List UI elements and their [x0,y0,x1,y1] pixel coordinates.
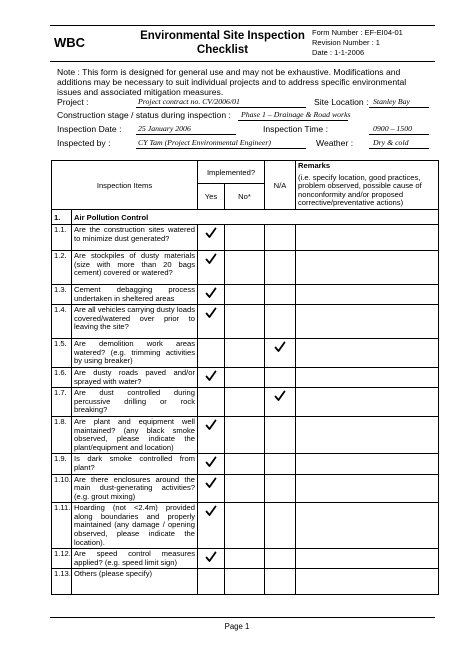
cell-remarks[interactable] [296,367,439,387]
item-number: 1.3. [52,285,72,305]
cell-na[interactable] [265,251,296,285]
table-row [52,549,439,569]
inspection-time-value[interactable]: 0900 – 1500 [373,124,412,133]
form-date: Date : 1-1-2006 [312,48,365,57]
page-number: Page 1 [224,622,250,631]
cell-na[interactable] [265,569,296,595]
cell-yes[interactable] [198,503,225,549]
site-location-value[interactable]: Stanley Bay [373,97,411,106]
checkmark-icon [205,375,217,384]
cell-na[interactable] [265,367,296,387]
item-number: 1.8. [52,416,72,453]
cell-remarks[interactable] [296,503,439,549]
cell-remarks[interactable] [296,474,439,503]
cell-yes[interactable] [198,225,225,251]
checkmark-icon [205,232,217,241]
table-row [52,474,439,503]
item-text: Are there enclosures around the main dust-generating activities? (e.g. grout mixing) [72,474,198,503]
table-row [52,285,439,305]
inspected-by-underline [136,148,306,149]
cell-yes[interactable] [198,339,225,368]
usage-note: Note : This form is designed for general use and may not be exhaustive. Modifications and additions may be necessary to suit individual projects and to address specific environmental issues and associated mitigation measures. [57,67,407,97]
checkmark-icon [205,424,217,433]
form-header [50,25,435,62]
cell-no[interactable] [225,251,265,285]
table-row [52,305,439,339]
item-text: Are the construction sites watered to minimize dust generated? [72,225,198,251]
cell-no[interactable] [225,388,265,417]
item-text: Are plant and equipment well maintained? (any black smoke observed, please indicate the plant/equipment and location) [72,416,198,453]
inspection-date-underline [136,134,236,135]
table-row [52,251,439,285]
col-implemented: Implemented? [198,161,265,184]
cell-no[interactable] [225,367,265,387]
col-yes: Yes [198,184,225,210]
cell-no[interactable] [225,225,265,251]
item-text: Hoarding (not <2.4m) provided along boundaries and properly maintained (any damage / opening observed, please indicate the location). [72,503,198,549]
cell-remarks[interactable] [296,225,439,251]
inspected-by-value[interactable]: CY Tam (Project Environmental Engineer) [138,138,271,147]
checkmark-icon [205,461,217,470]
table-row [52,339,439,368]
cell-yes[interactable] [198,251,225,285]
item-number: 1.6. [52,367,72,387]
table-row [52,225,439,251]
item-text: Is dark smoke controlled from plant? [72,454,198,474]
table-row [52,454,439,474]
cell-no[interactable] [225,503,265,549]
cell-remarks[interactable] [296,305,439,339]
item-number: 1.12. [52,549,72,569]
cell-remarks[interactable] [296,569,439,595]
cell-remarks[interactable] [296,388,439,417]
item-number: 1.11. [52,503,72,549]
cell-yes[interactable] [198,549,225,569]
form-number: Form Number : EF-EI04-01 [312,28,403,37]
cell-na[interactable] [265,416,296,453]
section-title: Air Pollution Control [72,210,439,225]
section-number: 1. [52,210,72,225]
cell-yes[interactable] [198,388,225,417]
checkmark-icon [205,482,217,491]
form-title [130,29,315,57]
site-location-underline [369,107,429,108]
table-row [52,503,439,549]
item-text: Are all vehicles carrying dusty loads covered/watered over prior to leaving the site? [72,305,198,339]
inspection-time-underline [369,134,429,135]
item-number: 1.13. [52,569,72,595]
remarks-note: (i.e. specify location, good practices, problem observed, possible cause of nonconformity and/or proposed corrective/preventative actions) [298,172,422,208]
revision-number: Revision Number : 1 [312,38,380,47]
cell-na[interactable] [265,549,296,569]
inspection-date-label: Inspection Date : [57,124,122,134]
checkmark-icon [205,510,217,519]
org-name: WBC [54,35,86,50]
cell-na[interactable] [265,285,296,305]
item-text: Others (please specify) [72,569,198,595]
cell-yes[interactable] [198,285,225,305]
item-text: Are stockpiles of dusty materials (size with more than 20 bags cement) covered or watered? [72,251,198,285]
table-row [52,388,439,417]
cell-yes[interactable] [198,454,225,474]
cell-remarks[interactable] [296,339,439,368]
item-text: Are speed control measures applied? (e.g. speed limit sign) [72,549,198,569]
item-number: 1.5. [52,339,72,368]
checkmark-icon [274,395,286,404]
title-line-2: Checklist [196,44,249,56]
table-row [52,367,439,387]
cell-na[interactable] [265,305,296,339]
cell-remarks[interactable] [296,416,439,453]
inspected-by-label: Inspected by : [57,138,111,148]
table-row [52,569,439,595]
weather-label: Weather : [316,138,354,148]
site-location-label: Site Location : [314,97,369,107]
project-label: Project : [57,97,89,107]
cell-yes[interactable] [198,367,225,387]
stage-underline [238,120,348,121]
cell-no[interactable] [225,454,265,474]
col-remarks [296,161,439,210]
item-number: 1.9. [52,454,72,474]
cell-remarks[interactable] [296,454,439,474]
checkmark-icon [205,556,217,565]
cell-yes[interactable] [198,416,225,453]
cell-yes[interactable] [198,305,225,339]
title-line-1: Environmental Site Inspection [140,30,305,42]
item-number: 1.2. [52,251,72,285]
project-value[interactable]: Project contract no. CV/2006/01 [138,97,240,106]
cell-yes[interactable] [198,474,225,503]
table-row [52,416,439,453]
checkmark-icon [205,258,217,267]
cell-yes[interactable] [198,569,225,595]
cell-no[interactable] [225,305,265,339]
cell-remarks[interactable] [296,285,439,305]
remarks-title: Remarks [298,161,331,170]
cell-no[interactable] [225,339,265,368]
col-na: N/A [265,161,296,210]
inspection-date-value[interactable]: 25 January 2006 [138,124,191,133]
item-text: Are dust controlled during percussive drilling or rock breaking? [72,388,198,417]
form-metadata [312,28,403,58]
cell-na[interactable] [265,454,296,474]
cell-na[interactable] [265,474,296,503]
cell-remarks[interactable] [296,549,439,569]
cell-no[interactable] [225,569,265,595]
checkmark-icon [274,346,286,355]
stage-label: Construction stage / status during inspection : [57,110,231,120]
cell-no[interactable] [225,416,265,453]
inspection-time-label: Inspection Time : [263,124,328,134]
cell-no[interactable] [225,285,265,305]
cell-remarks[interactable] [296,251,439,285]
checkmark-icon [205,312,217,321]
weather-value[interactable]: Dry & cold [373,138,409,147]
item-number: 1.7. [52,388,72,417]
item-number: 1.10. [52,474,72,503]
cell-na[interactable] [265,339,296,368]
cell-na[interactable] [265,225,296,251]
section-row [52,210,439,225]
item-text: Are dusty roads paved and/or sprayed with water? [72,367,198,387]
cell-na[interactable] [265,503,296,549]
item-number: 1.4. [52,305,72,339]
project-underline [136,107,306,108]
col-no: No* [225,184,265,210]
stage-value[interactable]: Phase 1 – Drainage & Road works [241,110,351,119]
footer-rule [50,617,435,618]
cell-no[interactable] [225,549,265,569]
item-text: Are demolition work areas watered? (e.g. trimming activities by using breaker) [72,339,198,368]
col-inspection-items: Inspection Items [52,161,198,210]
cell-no[interactable] [225,474,265,503]
item-number: 1.1. [52,225,72,251]
weather-underline [369,148,429,149]
item-text: Cement debagging process undertaken in sheltered areas [72,285,198,305]
inspection-table [51,160,439,595]
checkmark-icon [205,292,217,301]
cell-na[interactable] [265,388,296,417]
